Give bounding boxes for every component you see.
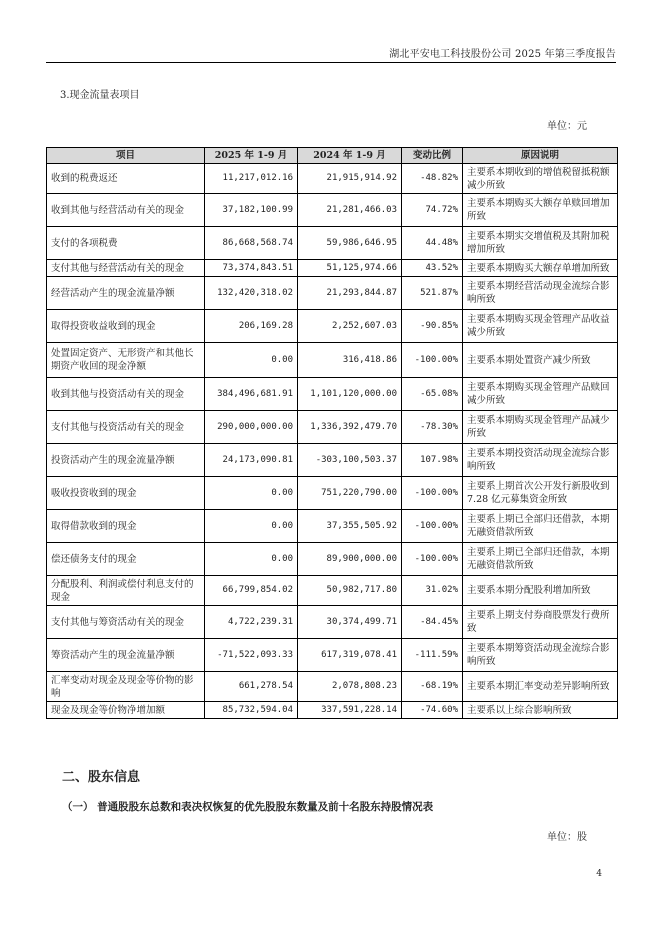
row-item: 偿还债务支付的现金 [47, 543, 205, 576]
report-title: 湖北平安电工科技股份公司 2025 年第三季度报告 [389, 49, 616, 60]
row-2024: 59,986,646.95 [298, 227, 402, 260]
row-2025: 66,799,854.02 [205, 576, 298, 606]
row-2024: 21,281,466.03 [298, 194, 402, 227]
row-reason: 主要系以上综合影响所致 [463, 702, 618, 719]
row-change: 107.98% [402, 444, 463, 477]
row-item: 投资活动产生的现金流量净额 [47, 444, 205, 477]
row-2025: 11,217,012.16 [205, 164, 298, 194]
table-row [47, 164, 618, 194]
row-2025: 0.00 [205, 343, 298, 378]
row-item: 收到的税费返还 [47, 164, 205, 194]
row-2024: 21,915,914.92 [298, 164, 402, 194]
row-2025: 384,496,681.91 [205, 378, 298, 411]
row-change: -100.00% [402, 343, 463, 378]
row-2024: 21,293,844.87 [298, 277, 402, 310]
row-2025: 290,000,000.00 [205, 411, 298, 444]
table-row [47, 310, 618, 343]
row-item: 取得借款收到的现金 [47, 510, 205, 543]
table-row [47, 576, 618, 606]
row-change: -100.00% [402, 543, 463, 576]
row-change: -100.00% [402, 477, 463, 510]
row-item: 支付其他与筹资活动有关的现金 [47, 606, 205, 639]
row-item: 汇率变动对现金及现金等价物的影响 [47, 672, 205, 702]
row-2025: 0.00 [205, 510, 298, 543]
row-2025: 661,278.54 [205, 672, 298, 702]
row-item: 分配股利、利润或偿付利息支付的现金 [47, 576, 205, 606]
row-change: -100.00% [402, 510, 463, 543]
share-unit: 单位：股 [547, 832, 587, 843]
table-row [47, 343, 618, 378]
table-row [47, 194, 618, 227]
row-2024: 1,101,120,000.00 [298, 378, 402, 411]
row-2024: 1,336,392,479.70 [298, 411, 402, 444]
row-reason: 主要系上期已全部归还借款，本期无融资借款所致 [463, 510, 618, 543]
table-row [47, 606, 618, 639]
col-header-item: 项目 [47, 148, 205, 164]
row-2025: 86,668,568.74 [205, 227, 298, 260]
row-change: -78.30% [402, 411, 463, 444]
row-2025: 73,374,843.51 [205, 260, 298, 277]
row-change: 521.87% [402, 277, 463, 310]
row-item: 筹资活动产生的现金流量净额 [47, 639, 205, 672]
row-item: 吸收投资收到的现金 [47, 477, 205, 510]
row-reason: 主要系本期购买大额存单赎回增加所致 [463, 194, 618, 227]
row-item: 收到其他与投资活动有关的现金 [47, 378, 205, 411]
row-reason: 主要系上期支付券商股票发行费所致 [463, 606, 618, 639]
row-change: -65.08% [402, 378, 463, 411]
row-item: 收到其他与经营活动有关的现金 [47, 194, 205, 227]
row-item: 经营活动产生的现金流量净额 [47, 277, 205, 310]
row-reason: 主要系本期汇率变动差异影响所致 [463, 672, 618, 702]
row-2025: 85,732,594.04 [205, 702, 298, 719]
row-2025: -71,522,093.33 [205, 639, 298, 672]
row-reason: 主要系上期首次公开发行新股收到 7.28 亿元募集资金所致 [463, 477, 618, 510]
row-change: -111.59% [402, 639, 463, 672]
col-header-change: 变动比例 [402, 148, 463, 164]
row-reason: 主要系本期处置资产减少所致 [463, 343, 618, 378]
table-row [47, 378, 618, 411]
row-2024: 2,078,808.23 [298, 672, 402, 702]
page-header [0, 45, 662, 63]
row-reason: 主要系本期投资活动现金流综合影响所致 [463, 444, 618, 477]
row-item: 支付的各项税费 [47, 227, 205, 260]
table-row [47, 411, 618, 444]
section-title: 3.现金流量表项目 [60, 90, 140, 101]
table-row [47, 477, 618, 510]
row-change: -84.45% [402, 606, 463, 639]
row-2024: 30,374,499.71 [298, 606, 402, 639]
table-header-row [47, 148, 618, 164]
row-reason: 主要系本期实交增值税及其附加税增加所致 [463, 227, 618, 260]
row-change: 74.72% [402, 194, 463, 227]
col-header-2024: 2024 年 1-9 月 [298, 148, 402, 164]
row-reason: 主要系上期已全部归还借款，本期无融资借款所致 [463, 543, 618, 576]
row-item: 现金及现金等价物净增加额 [47, 702, 205, 719]
row-change: 31.02% [402, 576, 463, 606]
row-change: 43.52% [402, 260, 463, 277]
row-reason: 主要系本期收到的增值税留抵税额减少所致 [463, 164, 618, 194]
row-2024: 751,220,790.00 [298, 477, 402, 510]
table-row [47, 227, 618, 260]
row-change: -74.60% [402, 702, 463, 719]
row-reason: 主要系本期分配股利增加所致 [463, 576, 618, 606]
row-reason: 主要系本期筹资活动现金流综合影响所致 [463, 639, 618, 672]
row-2024: 2,252,607.03 [298, 310, 402, 343]
row-reason: 主要系本期购买现金管理产品减少所致 [463, 411, 618, 444]
table-row [47, 444, 618, 477]
col-header-reason: 原因说明 [463, 148, 618, 164]
row-2025: 206,169.28 [205, 310, 298, 343]
row-item: 取得投资收益收到的现金 [47, 310, 205, 343]
header-divider [46, 62, 616, 63]
table-row [47, 639, 618, 672]
row-2024: 50,982,717.80 [298, 576, 402, 606]
row-reason: 主要系本期经营活动现金流综合影响所致 [463, 277, 618, 310]
row-item: 处置固定资产、无形资产和其他长期资产收回的现金净额 [47, 343, 205, 378]
row-change: 44.48% [402, 227, 463, 260]
row-reason: 主要系本期购买现金管理产品收益减少所致 [463, 310, 618, 343]
row-item: 支付其他与投资活动有关的现金 [47, 411, 205, 444]
row-2025: 37,182,100.99 [205, 194, 298, 227]
page-number: 4 [596, 869, 602, 879]
currency-unit: 单位：元 [547, 121, 587, 132]
row-2025: 132,420,318.02 [205, 277, 298, 310]
table-row [47, 543, 618, 576]
row-item: 支付其他与经营活动有关的现金 [47, 260, 205, 277]
row-2024: 51,125,974.66 [298, 260, 402, 277]
cash-flow-table [46, 147, 618, 719]
table-row [47, 510, 618, 543]
row-2025: 4,722,239.31 [205, 606, 298, 639]
row-2025: 0.00 [205, 543, 298, 576]
row-2024: -303,100,503.37 [298, 444, 402, 477]
row-2025: 0.00 [205, 477, 298, 510]
table-row [47, 260, 618, 277]
row-reason: 主要系本期购买大额存单增加所致 [463, 260, 618, 277]
table-row [47, 702, 618, 719]
row-2025: 24,173,090.81 [205, 444, 298, 477]
col-header-2025: 2025 年 1-9 月 [205, 148, 298, 164]
row-2024: 337,591,228.14 [298, 702, 402, 719]
shareholder-subheading: （一） 普通股股东总数和表决权恢复的优先股股东数量及前十名股东持股情况表 [62, 801, 434, 813]
table-row [47, 672, 618, 702]
row-reason: 主要系本期购买现金管理产品赎回减少所致 [463, 378, 618, 411]
row-2024: 89,900,000.00 [298, 543, 402, 576]
row-change: -68.19% [402, 672, 463, 702]
table-row [47, 277, 618, 310]
row-change: -90.85% [402, 310, 463, 343]
shareholder-heading: 二、股东信息 [62, 770, 141, 785]
row-2024: 316,418.86 [298, 343, 402, 378]
row-2024: 37,355,505.92 [298, 510, 402, 543]
row-change: -48.82% [402, 164, 463, 194]
row-2024: 617,319,078.41 [298, 639, 402, 672]
